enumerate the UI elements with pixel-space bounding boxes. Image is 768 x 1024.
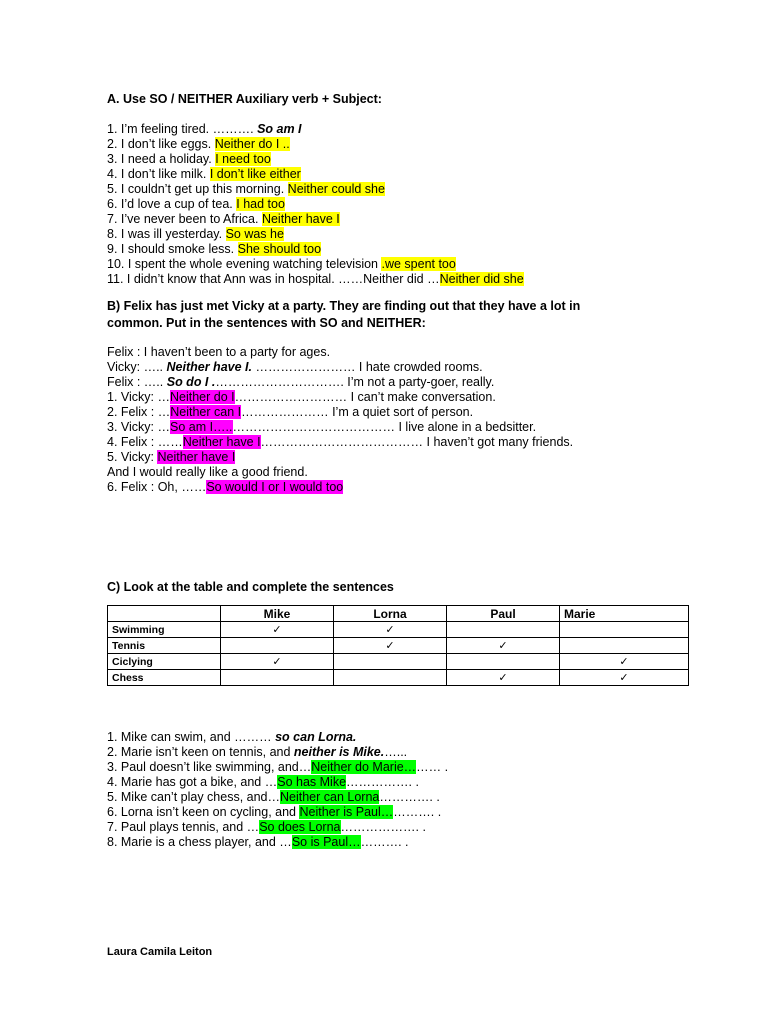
sentence-prompt: 6. Lorna isn’t keen on cycling, and <box>107 805 300 819</box>
sentence-prompt: 2. Marie isn’t keen on tennis, and <box>107 745 294 759</box>
sentence-answer: Neither can Lorna <box>280 790 380 804</box>
dialogue-answer: So do I . <box>166 375 216 389</box>
sentence-answer: Neither is Paul… <box>299 805 394 819</box>
dialogue-speaker-text: 2. Felix : … <box>107 405 171 419</box>
check-icon: ✓ <box>221 654 334 670</box>
section-b-heading-line1: B) Felix has just met Vicky at a party. They are finding out that they have a lot in <box>107 299 581 313</box>
dialogue-line <box>107 390 496 405</box>
section-c-sentence <box>107 730 356 745</box>
table-header-paul: Paul <box>447 606 560 622</box>
dialogue-speaker-text: 6. Felix : Oh, …… <box>107 480 207 494</box>
item-answer: .we spent too <box>381 257 456 271</box>
section-a-item <box>107 122 302 137</box>
section-a-item <box>107 272 524 287</box>
table-body <box>108 622 689 686</box>
dialogue-line <box>107 345 330 360</box>
sentence-tail: …………. . <box>379 790 440 804</box>
dialogue-speaker-text: And I would really like a good friend. <box>107 465 308 479</box>
item-prompt: 8. I was ill yesterday. <box>107 227 226 241</box>
dialogue-speaker-text: Vicky: ….. <box>107 360 167 374</box>
check-icon: ✓ <box>560 670 689 686</box>
item-prompt: 2. I don’t like eggs. <box>107 137 215 151</box>
item-answer: Neither do I .. <box>214 137 290 151</box>
dialogue-line <box>107 360 483 375</box>
dialogue-continuation: ……………………… I can’t make conversation. <box>234 390 496 404</box>
check-icon: ✓ <box>221 622 334 638</box>
activity-label: Chess <box>108 670 221 686</box>
section-a-item <box>107 152 271 167</box>
sentence-tail: ………. . <box>360 835 409 849</box>
section-c-sentence <box>107 835 409 850</box>
section-c-sentence <box>107 760 448 775</box>
empty-cell <box>334 670 447 686</box>
table-header-blank <box>108 606 221 622</box>
check-icon: ✓ <box>560 654 689 670</box>
dialogue-line <box>107 420 536 435</box>
dialogue-continuation: …………………………. I’m not a party-goer, really. <box>215 375 495 389</box>
sentence-tail: ………. . <box>393 805 442 819</box>
section-a-item <box>107 182 385 197</box>
sentence-answer: Neither do Marie… <box>311 760 417 774</box>
activity-label: Swimming <box>108 622 221 638</box>
empty-cell <box>560 638 689 654</box>
item-answer: Neither did she <box>439 272 524 286</box>
dialogue-continuation: ………………… I’m a quiet sort of person. <box>241 405 474 419</box>
item-answer: So was he <box>225 227 284 241</box>
item-prompt: 6. I’d love a cup of tea. <box>107 197 237 211</box>
table-header-row <box>108 606 689 622</box>
section-a-item <box>107 137 290 152</box>
empty-cell <box>334 654 447 670</box>
item-prompt: 3. I need a holiday. <box>107 152 216 166</box>
dialogue-speaker-text: 4. Felix : …… <box>107 435 183 449</box>
sentence-answer: So does Lorna <box>259 820 341 834</box>
section-a-item <box>107 212 340 227</box>
check-icon: ✓ <box>334 622 447 638</box>
dialogue-answer: Neither have I. <box>166 360 252 374</box>
sentence-prompt: 1. Mike can swim, and ……… <box>107 730 276 744</box>
dialogue-line <box>107 480 343 495</box>
item-answer: I need too <box>215 152 271 166</box>
sentence-prompt: 3. Paul doesn’t like swimming, and… <box>107 760 312 774</box>
dialogue-speaker-text: 1. Vicky: … <box>107 390 170 404</box>
item-prompt: 5. I couldn’t get up this morning. <box>107 182 288 196</box>
item-answer: Neither have I <box>261 212 340 226</box>
check-icon: ✓ <box>334 638 447 654</box>
dialogue-speaker-text: 5. Vicky: <box>107 450 158 464</box>
empty-cell <box>221 638 334 654</box>
sentence-tail: ……………. . <box>346 775 419 789</box>
table-header-lorna: Lorna <box>334 606 447 622</box>
section-a-heading: A. Use SO / NEITHER Auxiliary verb + Subject: <box>107 92 382 106</box>
section-a-item <box>107 227 284 242</box>
activity-label: Ciclying <box>108 654 221 670</box>
item-answer: I had too <box>236 197 285 211</box>
section-c-heading: C) Look at the table and complete the sentences <box>107 580 394 594</box>
item-prompt: 10. I spent the whole evening watching television <box>107 257 382 271</box>
dialogue-answer: So would I or I would too <box>206 480 344 494</box>
item-answer: I don’t like either <box>209 167 301 181</box>
empty-cell <box>560 622 689 638</box>
table-header-mike: Mike <box>221 606 334 622</box>
item-answer: So am I <box>257 122 302 136</box>
section-b-heading-line2: common. Put in the sentences with SO and NEITHER: <box>107 316 426 330</box>
dialogue-continuation: …………………… I hate crowded rooms. <box>251 360 483 374</box>
dialogue-speaker-text: Felix : I haven’t been to a party for ages. <box>107 345 331 359</box>
item-answer: She should too <box>237 242 322 256</box>
section-a-item <box>107 242 321 257</box>
table-row <box>108 654 689 670</box>
sentence-tail: …… . <box>416 760 449 774</box>
dialogue-line <box>107 405 473 420</box>
dialogue-line <box>107 375 494 390</box>
activity-label: Tennis <box>108 638 221 654</box>
sentence-prompt: 4. Marie has got a bike, and … <box>107 775 278 789</box>
dialogue-answer: Neither have I <box>182 435 261 449</box>
sentence-answer: so can Lorna. <box>275 730 357 744</box>
dialogue-line <box>107 450 235 465</box>
sentence-prompt: 7. Paul plays tennis, and … <box>107 820 260 834</box>
check-icon: ✓ <box>447 670 560 686</box>
sentence-tail: ………………. . <box>340 820 426 834</box>
dialogue-answer: Neither have I <box>157 450 236 464</box>
author-name: Laura Camila Leiton <box>107 946 213 958</box>
dialogue-answer: Neither do I <box>169 390 235 404</box>
empty-cell <box>447 622 560 638</box>
section-c-sentence <box>107 805 441 820</box>
table-row <box>108 622 689 638</box>
item-prompt: 1. I’m feeling tired. ………. <box>107 122 258 136</box>
item-prompt: 4. I don’t like milk. <box>107 167 210 181</box>
sentence-answer: neither is Mike. <box>293 745 385 759</box>
sentence-tail: …... <box>384 745 408 759</box>
check-icon: ✓ <box>447 638 560 654</box>
dialogue-line <box>107 435 573 450</box>
section-c-sentence <box>107 775 419 790</box>
dialogue-speaker-text: Felix : ….. <box>107 375 167 389</box>
item-answer: Neither could she <box>287 182 385 196</box>
sentence-prompt: 5. Mike can’t play chess, and… <box>107 790 280 804</box>
item-prompt: 11. I didn’t know that Ann was in hospital. ……Neither did … <box>107 272 440 286</box>
section-c-sentence <box>107 745 407 760</box>
section-a-item <box>107 167 301 182</box>
section-c-sentence <box>107 790 440 805</box>
item-prompt: 9. I should smoke less. <box>107 242 238 256</box>
dialogue-continuation: ………………………………… I haven’t got many friends. <box>260 435 574 449</box>
dialogue-answer: Neither can I <box>170 405 242 419</box>
activities-table <box>107 605 689 686</box>
sentence-answer: So has Mike <box>277 775 347 789</box>
dialogue-line <box>107 465 308 480</box>
table-row <box>108 638 689 654</box>
dialogue-continuation: ………………………………… I live alone in a bedsitter. <box>232 420 537 434</box>
table-row <box>108 670 689 686</box>
empty-cell <box>221 670 334 686</box>
section-c-sentence <box>107 820 426 835</box>
dialogue-answer: So am I….. <box>169 420 233 434</box>
table-header-marie: Marie <box>560 606 689 622</box>
sentence-answer: So is Paul… <box>291 835 361 849</box>
empty-cell <box>447 654 560 670</box>
dialogue-speaker-text: 3. Vicky: … <box>107 420 170 434</box>
section-a-item <box>107 197 285 212</box>
sentence-prompt: 8. Marie is a chess player, and … <box>107 835 292 849</box>
item-prompt: 7. I’ve never been to Africa. <box>107 212 262 226</box>
section-a-item <box>107 257 456 272</box>
